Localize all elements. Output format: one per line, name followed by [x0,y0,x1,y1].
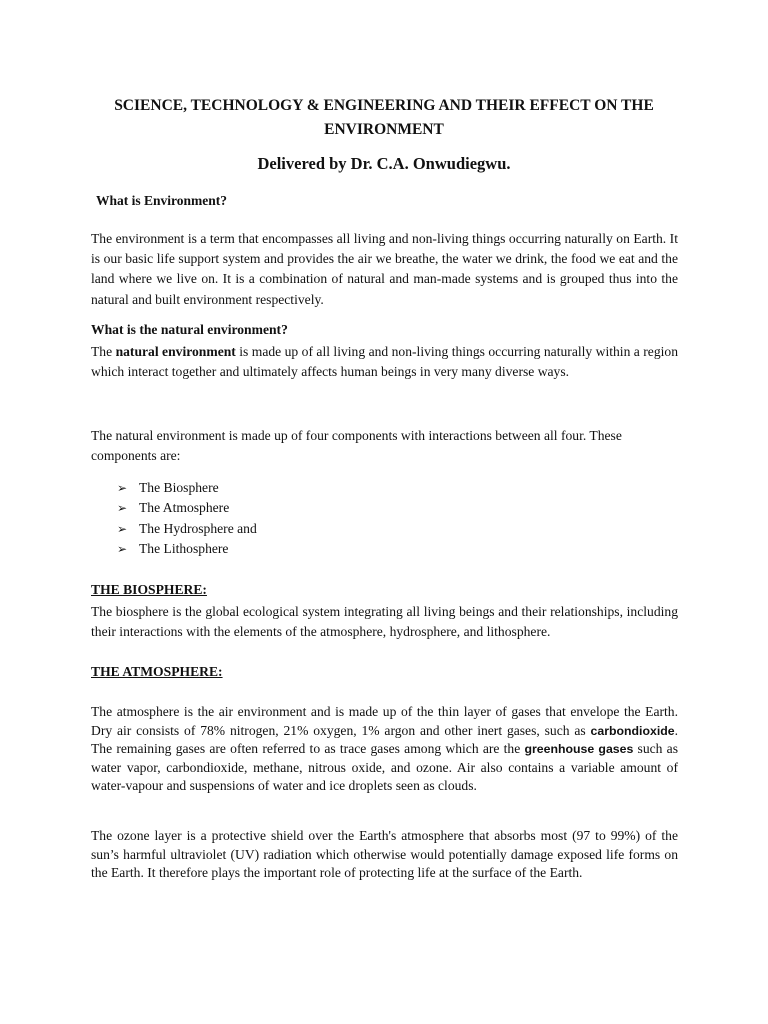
natural-environment-term: natural environment [115,344,236,359]
atmosphere-text-3: such as water vapor, carbondioxide, methane, nitrous oxide, and ozone. Air also contains a variable amount of water-vapour and suspensions of water and ice droplets seen as clouds. [91,741,679,794]
atmosphere-text-2: . The remaining gases are often referred to as trace gases among which are the [91,722,678,757]
list-item-label: The Atmosphere [139,500,230,516]
environment-definition-paragraph: The environment is a term that encompasses all living and non-living things occurring naturally on Earth. It is our basic life support system and provides the air we breathe, the water we drink, the food we eat and the land where we live on. It is a combination of natural and man-made systems and is grouped thus into the natural and built environment respectively. [91,231,678,307]
arrow-bullet-icon: ➢ [117,501,128,516]
list-item-label: The Biosphere [139,480,219,495]
paragraph-lead: The [91,344,113,359]
natural-environment-paragraph [91,342,678,382]
question-natural-environment: What is the natural environment? [91,322,288,337]
list-item [117,539,257,559]
list-item-label: The Hydrosphere and [139,520,257,536]
list-item-label: The Lithosphere [139,541,229,557]
biosphere-heading: THE BIOSPHERE: [91,582,207,597]
document-title: SCIENCE, TECHNOLOGY & ENGINEERING AND THEIR EFFECT ON THE ENVIRONMENT [114,97,654,138]
arrow-bullet-icon: ➢ [117,521,128,536]
carbondioxide-term: carbondioxide [590,723,675,738]
biosphere-paragraph: The biosphere is the global ecological system integrating all living beings and their relationships, including their interactions with the elements of the atmosphere, hydrosphere, and lithosphere. [91,604,678,640]
atmosphere-heading: THE ATMOSPHERE: [91,664,223,679]
atmosphere-text-1: The atmosphere is the air environment and is made up of the thin layer of gases that envelope the Earth. Dry air consists of 78% nitrogen, 21% oxygen, 1% argon and other inert gases, such as [91,704,678,738]
list-item [117,478,257,498]
components-intro-paragraph: The natural environment is made up of four components with interactions between all four. These components are: [91,428,622,464]
ozone-paragraph: The ozone layer is a protective shield over the Earth's atmosphere that absorbs most (97 to 99%) of the sun’s harmful ultraviolet (UV) radiation which otherwise would potentially damage exposed life forms on the Earth. It therefore plays the important role of protecting life at the surface of the Earth. [91,828,678,881]
greenhouse-gases-term: greenhouse gases [524,742,634,757]
arrow-bullet-icon: ➢ [117,481,128,495]
paragraph-rest: is made up of all living and non-living things occurring naturally within a region which interact together and ultimately affects human beings in very many diverse ways. [91,344,678,380]
question-what-is-environment: What is Environment? [96,193,228,208]
components-list [117,478,257,560]
arrow-bullet-icon: ➢ [117,542,128,557]
atmosphere-paragraph [91,703,678,796]
list-item [117,498,257,518]
author-byline: Delivered by Dr. C.A. Onwudiegwu. [257,154,511,173]
list-item [117,519,257,539]
